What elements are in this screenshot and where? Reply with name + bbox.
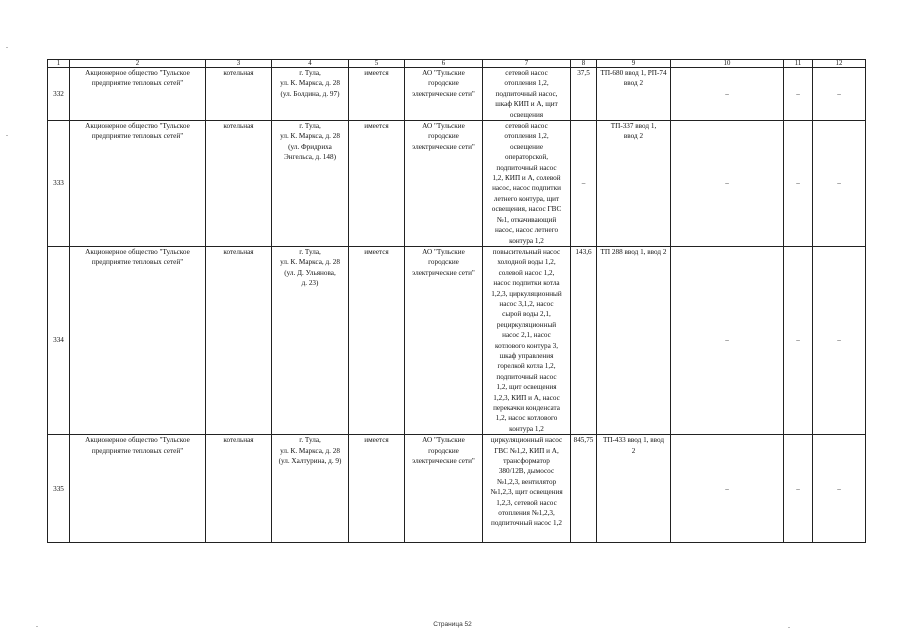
address-cell-line: ул. К. Маркса, д. 28 (280, 258, 340, 267)
supplier-cell-line: электрические сети" (412, 268, 475, 277)
scan-speck (788, 627, 790, 628)
col-header-12: 12 (813, 60, 866, 68)
equipment-cell-line: трансформатор (503, 457, 550, 466)
equipment-cell-line: освещение (509, 142, 544, 151)
equipment-cell-line: №1, откачивающий (496, 215, 557, 224)
organization-cell (70, 435, 206, 543)
supplier-cell (405, 435, 483, 543)
equipment-cell-line: подпиточный насос (496, 163, 557, 172)
col10-cell: – (671, 121, 784, 247)
organization-cell-line: предприятие тепловых сетей" (91, 446, 184, 455)
equipment-cell-line: насос, насос летнего (494, 226, 559, 235)
table-row (48, 68, 866, 121)
object-type-cell: котельная (206, 246, 272, 434)
col11-cell: – (784, 121, 813, 247)
col11-cell: – (784, 68, 813, 121)
equipment-cell-line: 1,2, насос котлового (495, 414, 558, 423)
col-header-4: 4 (272, 60, 349, 68)
table-row (48, 121, 866, 247)
equipment-cell-line: холодной воды 1,2, (497, 258, 556, 267)
col-header-2: 2 (70, 60, 206, 68)
input-cell (597, 246, 671, 434)
organization-cell-line: Акционерное общество "Тульское (85, 122, 190, 131)
input-cell-line: ТП-337 ввод 1, (610, 122, 657, 131)
equipment-cell-line: отопления 1,2, (504, 79, 549, 88)
address-cell-line: (ул. Болдина, д. 97) (280, 89, 340, 98)
equipment-cell-line: сетевой насос (505, 122, 548, 131)
equipment-cell-line: котлового контура 3, (494, 341, 559, 350)
equipment-cell-line: перекачки конденсата (493, 404, 560, 412)
equipment-cell-line: насос 2,1, насос (502, 331, 551, 340)
col12-cell: – (813, 435, 866, 543)
input-cell (597, 121, 671, 247)
power-cell: 845,75 (571, 435, 597, 543)
supplier-cell-line: электрические сети" (412, 142, 475, 151)
supplier-cell-line: городские (428, 79, 459, 88)
row-number: 332 (48, 68, 70, 121)
col-header-1: 1 (48, 60, 70, 68)
supplier-cell (405, 246, 483, 434)
status-cell: имеется (349, 68, 405, 121)
organization-cell-line: предприятие тепловых сетей" (91, 258, 184, 267)
supplier-cell-line: городские (428, 258, 459, 267)
address-cell-line: г. Тула, (299, 122, 321, 131)
equipment-cell-line: освещения (509, 110, 544, 119)
address-cell-line: (ул. Фридриха (288, 142, 332, 151)
equipment-cell-line: сырой воды 2,1, (502, 310, 551, 319)
equipment-cell-line: горелкой котла 1,2, (497, 362, 556, 371)
equipment-cell-line: 1,2,3, сетевой насос (496, 498, 557, 507)
organization-cell-line: предприятие тепловых сетей" (91, 132, 184, 141)
col12-cell: – (813, 68, 866, 121)
input-cell-line: ТП 288 ввод 1, ввод 2 (600, 247, 667, 256)
equipment-cell-line: ГВС №1,2, КИП и А, (494, 446, 559, 455)
col12-cell: – (813, 246, 866, 434)
col-header-10: 10 (671, 60, 784, 68)
table-row (48, 246, 866, 434)
address-cell-line: ул. К. Маркса, д. 28 (280, 79, 340, 88)
power-cell: 37,5 (571, 68, 597, 121)
row-number: 335 (48, 435, 70, 543)
equipment-cell-line: отопления 1,2, (504, 132, 549, 141)
equipment-cell-line: циркуляционный насос (490, 436, 563, 445)
organization-cell-line: Акционерное общество "Тульское (85, 247, 190, 256)
equipment-cell-line: насос подпитки котла (493, 279, 560, 288)
equipment-cell-line: шкаф управления (499, 351, 554, 360)
object-type-cell: котельная (206, 68, 272, 121)
equipment-cell-line: летнего контура, щит (493, 194, 560, 203)
address-cell-line: г. Тула, (299, 247, 321, 256)
input-cell-line: ввод 2 (623, 79, 644, 88)
scan-speck (6, 47, 8, 48)
organization-cell (70, 68, 206, 121)
address-cell (272, 68, 349, 121)
equipment-cell-line: операторской, (504, 153, 548, 162)
supplier-cell-line: электрические сети" (412, 457, 475, 466)
col-header-8: 8 (571, 60, 597, 68)
object-type-cell: котельная (206, 121, 272, 247)
supplier-cell-line: АО "Тульские (422, 69, 465, 77)
col10-cell: – (671, 68, 784, 121)
equipment-cell-line: №1,2,3, щит освещения (490, 488, 563, 497)
equipment-cell-line: отопления №1,2,3, (498, 509, 555, 518)
col11-cell: – (784, 246, 813, 434)
col12-cell: – (813, 121, 866, 247)
power-cell: 143,6 (571, 246, 597, 434)
input-cell-line: ТП-680 ввод 1, РП-74 (600, 69, 667, 77)
row-number: 334 (48, 246, 70, 434)
equipment-cell-line: контура 1,2 (509, 424, 544, 433)
organization-cell-line: Акционерное общество "Тульское (85, 436, 190, 445)
equipment-cell-line: рециркуляционный (496, 320, 557, 329)
equipment-cell-line: 380/12В, дымосос (498, 467, 555, 476)
supplier-cell-line: городские (428, 446, 459, 455)
power-cell: – (571, 121, 597, 247)
address-cell-line: (ул. Д. Ульянова, (284, 268, 336, 277)
address-cell-line: (ул. Халтурина, д. 9) (278, 457, 342, 466)
organization-cell (70, 121, 206, 247)
status-cell: имеется (349, 121, 405, 247)
col10-cell: – (671, 435, 784, 543)
input-cell-line: ввод 2 (623, 132, 644, 141)
equipment-cell-line: солевой насос 1,2, (498, 268, 555, 277)
address-cell-line: ул. К. Маркса, д. 28 (280, 132, 340, 141)
address-cell (272, 435, 349, 543)
status-cell: имеется (349, 435, 405, 543)
input-cell-line: ТП-433 ввод 1, ввод (602, 436, 665, 445)
supplier-cell-line: АО "Тульские (422, 436, 465, 445)
col-header-3: 3 (206, 60, 272, 68)
supplier-cell-line: электрические сети" (412, 89, 475, 98)
col11-cell: – (784, 435, 813, 543)
equipment-cell-line: сетевой насос (505, 69, 548, 77)
equipment-cell (483, 246, 571, 434)
col-header-9: 9 (597, 60, 671, 68)
row-number: 333 (48, 121, 70, 247)
organization-cell-line: предприятие тепловых сетей" (91, 79, 184, 88)
equipment-cell-line: подпиточный насос (496, 372, 557, 381)
equipment-cell-line: подпиточный насос, (495, 89, 558, 98)
address-cell (272, 246, 349, 434)
supplier-cell-line: АО "Тульские (422, 247, 465, 256)
equipment-cell-line: 1,2, щит освещения (496, 383, 557, 392)
col-header-11: 11 (784, 60, 813, 68)
equipment-cell-line: №1,2,3, вентилятор (496, 477, 557, 486)
table-row (48, 435, 866, 543)
registry-table (47, 59, 866, 543)
equipment-cell-line: 1,2, КИП и А, солевой (492, 174, 561, 183)
equipment-cell-line: освещения, насос ГВС (491, 205, 562, 214)
equipment-cell-line: насос, насос подпитки (492, 184, 561, 193)
address-cell-line: г. Тула, (299, 69, 321, 77)
equipment-cell (483, 121, 571, 247)
status-cell: имеется (349, 246, 405, 434)
col-header-7: 7 (483, 60, 571, 68)
equipment-cell-line: 1,2,3, КИП и А, насос (493, 393, 560, 402)
supplier-cell (405, 121, 483, 247)
input-cell (597, 68, 671, 121)
equipment-cell-line: контура 1,2 (509, 236, 544, 245)
table-header-row (48, 60, 866, 68)
col-header-5: 5 (349, 60, 405, 68)
supplier-cell-line: АО "Тульские (422, 122, 465, 131)
equipment-cell-line: подпиточный насос 1,2 (491, 519, 562, 528)
scan-speck (6, 135, 8, 136)
object-type-cell: котельная (206, 435, 272, 543)
page-number: Страница 52 (433, 621, 472, 628)
supplier-cell-line: городские (428, 132, 459, 141)
equipment-cell (483, 68, 571, 121)
input-cell (597, 435, 671, 543)
col10-cell: – (671, 246, 784, 434)
scan-speck (36, 626, 38, 627)
address-cell-line: д. 23) (301, 279, 319, 288)
supplier-cell (405, 68, 483, 121)
address-cell-line: ул. К. Маркса, д. 28 (280, 446, 340, 455)
input-cell-line: 2 (631, 446, 636, 455)
equipment-cell (483, 435, 571, 543)
address-cell-line: Энгельса, д. 148) (284, 153, 336, 162)
address-cell (272, 121, 349, 247)
equipment-cell-line: повысительный насос (492, 247, 561, 256)
equipment-cell-line: насос 3,1,2, насос (499, 299, 554, 308)
equipment-cell-line: 1,2,3, циркуляционный (491, 289, 562, 298)
equipment-cell-line: шкаф КИП и А, щит (495, 100, 558, 109)
address-cell-line: г. Тула, (299, 436, 321, 445)
organization-cell-line: Акционерное общество "Тульское (85, 69, 190, 77)
col-header-6: 6 (405, 60, 483, 68)
organization-cell (70, 246, 206, 434)
